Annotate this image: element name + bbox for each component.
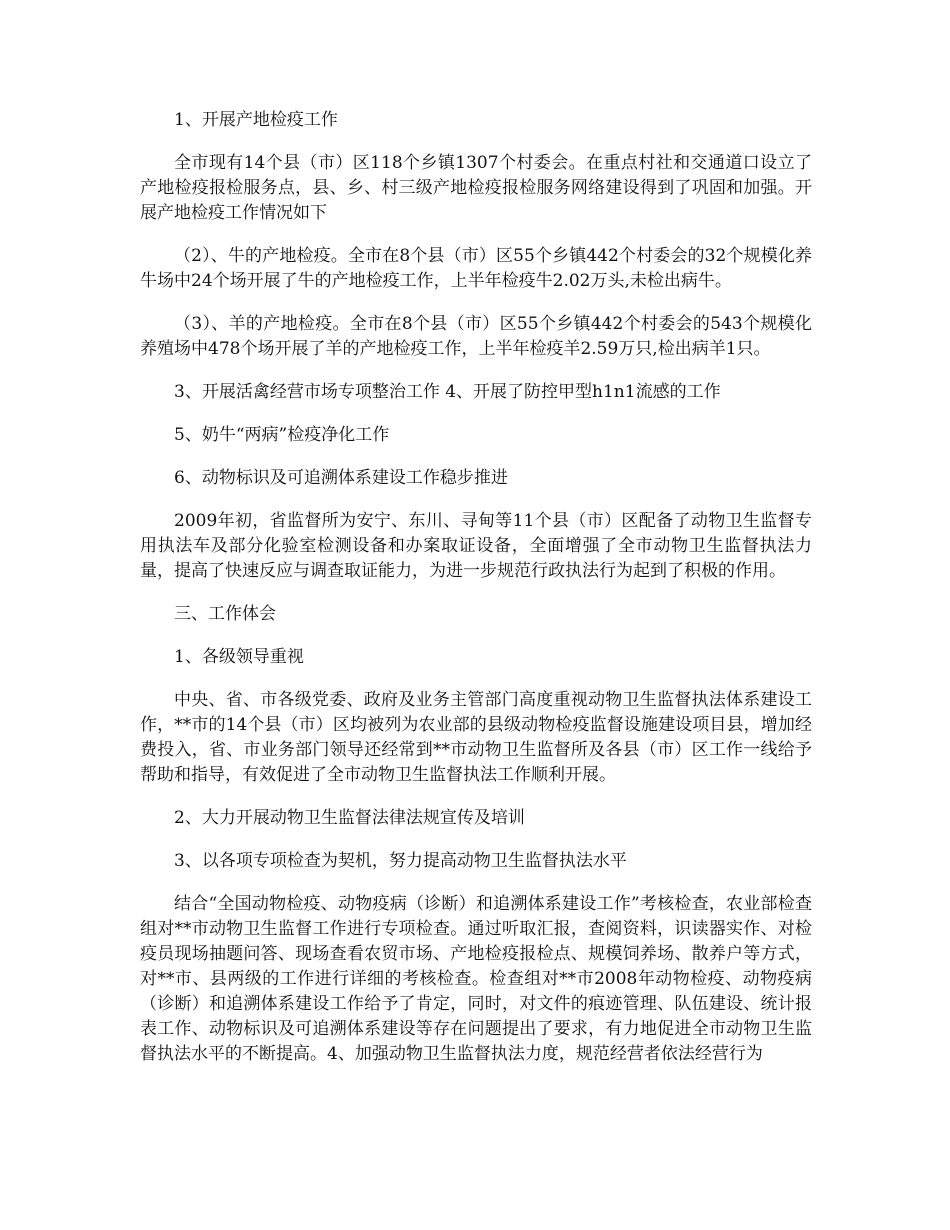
section-heading: 5、奶牛“两病”检疫净化工作 — [174, 425, 390, 445]
paragraph: 全市现有14个县（市）区118个乡镇1307个村委会。在重点村社和交通道口设立了产地检疫报检服务点，县、乡、村三级产地检疫报检服务网络建设得到了巩固和加强。开展产地检疫工作情况如下 — [140, 153, 812, 223]
paragraph: 结合“全国动物检疫、动物疫病（诊断）和追溯体系建设工作”考核检查，农业部检查组对**市动物卫生监督工作进行专项检查。通过听取汇报，查阅资料，识读器实作、对检疫员现场抽题问答、现场查看农贸市场、产地检疫报检点、规模饲养场、散养户等方式，对**市、县两级的工作进行详细的考核检查。检查组对**市2008年动物检疫、动物疫病（诊断）和追溯体系建设工作给予了肯定，同时，对文件的痕迹管理、队伍建设、统计报表工作、动物标识及可追溯体系建设等存在问题提出了要求，有力地促进全市动物卫生监督执法水平的不断提高。4、加强动物卫生监督执法力度，规范经营者依法经营行为 — [140, 894, 812, 1064]
paragraph: 中央、省、市各级党委、政府及业务主管部门高度重视动物卫生监督执法体系建设工作，**市的14个县（市）区均被列为农业部的县级动物检疫监督设施建设项目县，增加经费投入，省、市业务部门领导还经常到**市动物卫生监督所及各县（市）区工作一线给予帮助和指导，有效促进了全市动物卫生监督执法工作顺利开展。 — [140, 690, 812, 785]
paragraph: 2009年初，省监督所为安宁、东川、寻甸等11个县（市）区配备了动物卫生监督专用执法车及部分化验室检测设备和办案取证设备，全面增强了全市动物卫生监督执法力量，提高了快速反应与调查取证能力，为进一步规范行政执法行为起到了积极的作用。 — [140, 511, 812, 581]
section-heading: 3、以各项专项检查为契机，努力提高动物卫生监督执法水平 — [174, 851, 627, 871]
section-heading: 三、工作体会 — [174, 604, 276, 624]
document-page — [140, 108, 812, 1085]
section-heading: 1、各级领导重视 — [174, 647, 304, 667]
section-heading: 2、大力开展动物卫生监督法律法规宣传及培训 — [174, 808, 525, 828]
section-heading: 3、开展活禽经营市场专项整治工作 4、开展了防控甲型h1n1流感的工作 — [174, 382, 721, 402]
section-heading: 1、开展产地检疫工作 — [174, 110, 338, 130]
section-heading: 6、动物标识及可追溯体系建设工作稳步推进 — [174, 468, 508, 488]
paragraph: （2）、牛的产地检疫。全市在8个县（市）区55个乡镇442个村委会的32个规模化养牛场中24个场开展了牛的产地检疫工作，上半年检疫牛2.02万头,未检出病牛。 — [140, 246, 812, 291]
paragraph: （3）、羊的产地检疫。全市在8个县（市）区55个乡镇442个村委会的543个规模化养殖场中478个场开展了羊的产地检疫工作，上半年检疫羊2.59万只,检出病羊1只。 — [140, 314, 812, 359]
